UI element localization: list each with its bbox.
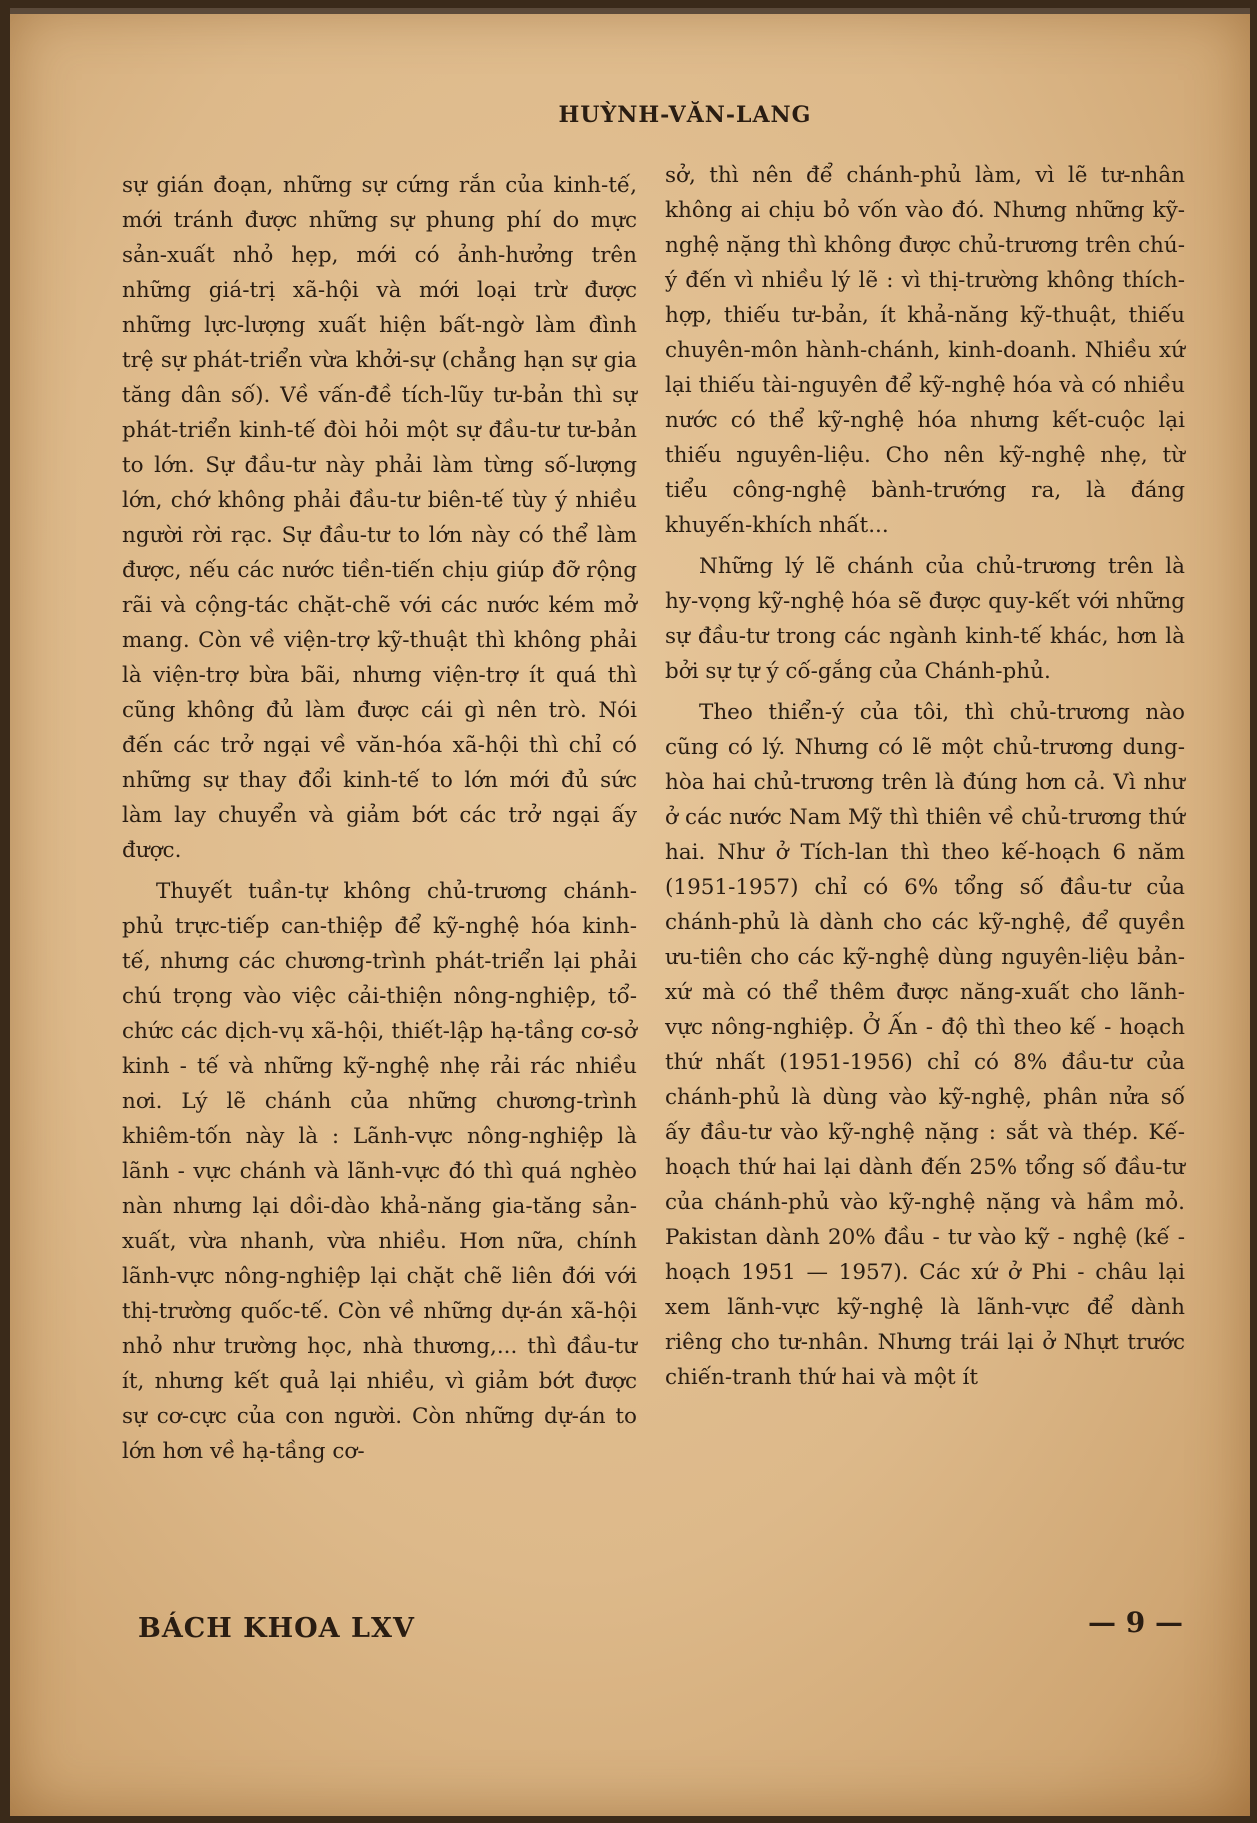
left-paragraph-1: sự gián đoạn, những sự cứng rắn của kinh-tế, mới tránh được những sự phung phí do mực sản-xuất nhỏ hẹp, mới có ảnh-hưởng trên những giá-trị xã-hội và mới loại trừ được những lực-lượng xuất hiện bất-ngờ làm đình trệ sự phát-triển vừa khởi-sự (chẳng hạn sự gia tăng dân số). Về vấn-đề tích-lũy tư-bản thì sự phát-triển kinh-tế đòi hỏi một sự đầu-tư tư-bản to lớn. Sự đầu-tư này phải làm từng số-lượng lớn, chớ không phải đầu-tư biên-tế tùy ý nhiều người rời rạc. Sự đầu-tư to lớn này có thể làm được, nếu các nước tiền-tiến chịu giúp đỡ rộng rãi và cộng-tác chặt-chẽ với các nước kém mở mang. Còn về viện-trợ kỹ-thuật thì không phải là viện-trợ bừa bãi, nhưng viện-trợ ít quá thì cũng không đủ làm được cái gì nên trò. Nói đến các trở ngại về văn-hóa xã-hội thì chỉ có những sự thay đổi kinh-tế to lớn mới đủ sức làm lay chuyển và giảm bớt các trở ngại ấy được. [122,173,637,863]
left-paragraph-2: Thuyết tuần-tự không chủ-trương chánh-phủ trực-tiếp can-thiệp để kỹ-nghệ hóa kinh-tế, nhưng các chương-trình phát-triển lại phải chú trọng vào việc cải-thiện nông-nghiệp, tổ-chức các dịch-vụ xã-hội, thiết-lập hạ-tầng cơ-sở kinh - tế và những kỹ-nghệ nhẹ rải rác nhiều nơi. Lý lẽ chánh của những chương-trình khiêm-tốn này là : Lãnh-vực nông-nghiệp là lãnh - vực chánh và lãnh-vực đó thì quá nghèo nàn nhưng lại dồi-dào khả-năng gia-tăng sản-xuất, vừa nhanh, vừa nhiều. Hơn nữa, chính lãnh-vực nông-nghiệp lại chặt chẽ liên đới với thị-trường quốc-tế. Còn về những dự-án xã-hội nhỏ như trường học, nhà thương,... thì đầu-tư ít, nhưng kết quả lại nhiều, vì giảm bớt được sự cơ-cực của con người. Còn những dự-án to lớn hơn về hạ-tầng cơ- [122,879,637,1464]
right-column [665,158,1185,1395]
right-paragraph-2: Những lý lẽ chánh của chủ-trương trên là hy-vọng kỹ-nghệ hóa sẽ được quy-kết với những sự đầu-tư trong các ngành kinh-tế khác, hơn là bởi sự tự ý cố-gắng của Chánh-phủ. [665,554,1185,684]
page-number: — 9 — [1088,1606,1183,1639]
magazine-page [10,8,1250,1816]
magazine-footer-title: BÁCH KHOA LXV [138,1613,415,1644]
right-paragraph-3: Theo thiển-ý của tôi, thì chủ-trương nào cũng có lý. Nhưng có lẽ một chủ-trương dung-hòa hai chủ-trương trên là đúng hơn cả. Vì như ở các nước Nam Mỹ thì thiên về chủ-trương thứ hai. Như ở Tích-lan thì theo kế-hoạch 6 năm (1951-1957) chỉ có 6% tổng số đầu-tư của chánh-phủ là dành cho các kỹ-nghệ, để quyền ưu-tiên cho các kỹ-nghệ dùng nguyên-liệu bản-xứ mà có thể thêm được năng-xuất cho lãnh-vực nông-nghiệp. Ở Ấn - độ thì theo kế - hoạch thứ nhất (1951-1956) chỉ có 8% đầu-tư của chánh-phủ là dùng vào kỹ-nghệ, phân nửa số ấy đầu-tư vào kỹ-nghệ nặng : sắt và thép. Kế-hoạch thứ hai lại dành đến 25% tổng số đầu-tư của chánh-phủ vào kỹ-nghệ nặng và hầm mỏ. Pakistan dành 20% đầu - tư vào kỹ - nghệ (kế - hoạch 1951 — 1957). Các xứ ở Phi - châu lại xem lãnh-vực kỹ-nghệ là lãnh-vực để dành riêng cho tư-nhân. Nhưng trái lại ở Nhựt trước chiến-tranh thứ hai và một ít [665,700,1185,1390]
running-header-author: HUỲNH-VĂN-LANG [558,102,812,128]
top-border [10,8,1250,14]
left-column [122,168,637,1469]
right-paragraph-1: sở, thì nên để chánh-phủ làm, vì lẽ tư-nhân không ai chịu bỏ vốn vào đó. Nhưng những kỹ-nghệ nặng thì không được chủ-trương trên chú-ý đến vì nhiều lý lẽ : vì thị-trường không thích-hợp, thiếu tư-bản, ít khả-năng kỹ-thuật, thiếu chuyên-môn hành-chánh, kinh-doanh. Nhiều xứ lại thiếu tài-nguyên để kỹ-nghệ hóa và có nhiều nước có thể kỹ-nghệ hóa nhưng kết-cuộc lại thiếu nguyên-liệu. Cho nên kỹ-nghệ nhẹ, từ tiểu công-nghệ bành-trướng ra, là đáng khuyến-khích nhất... [665,163,1185,538]
